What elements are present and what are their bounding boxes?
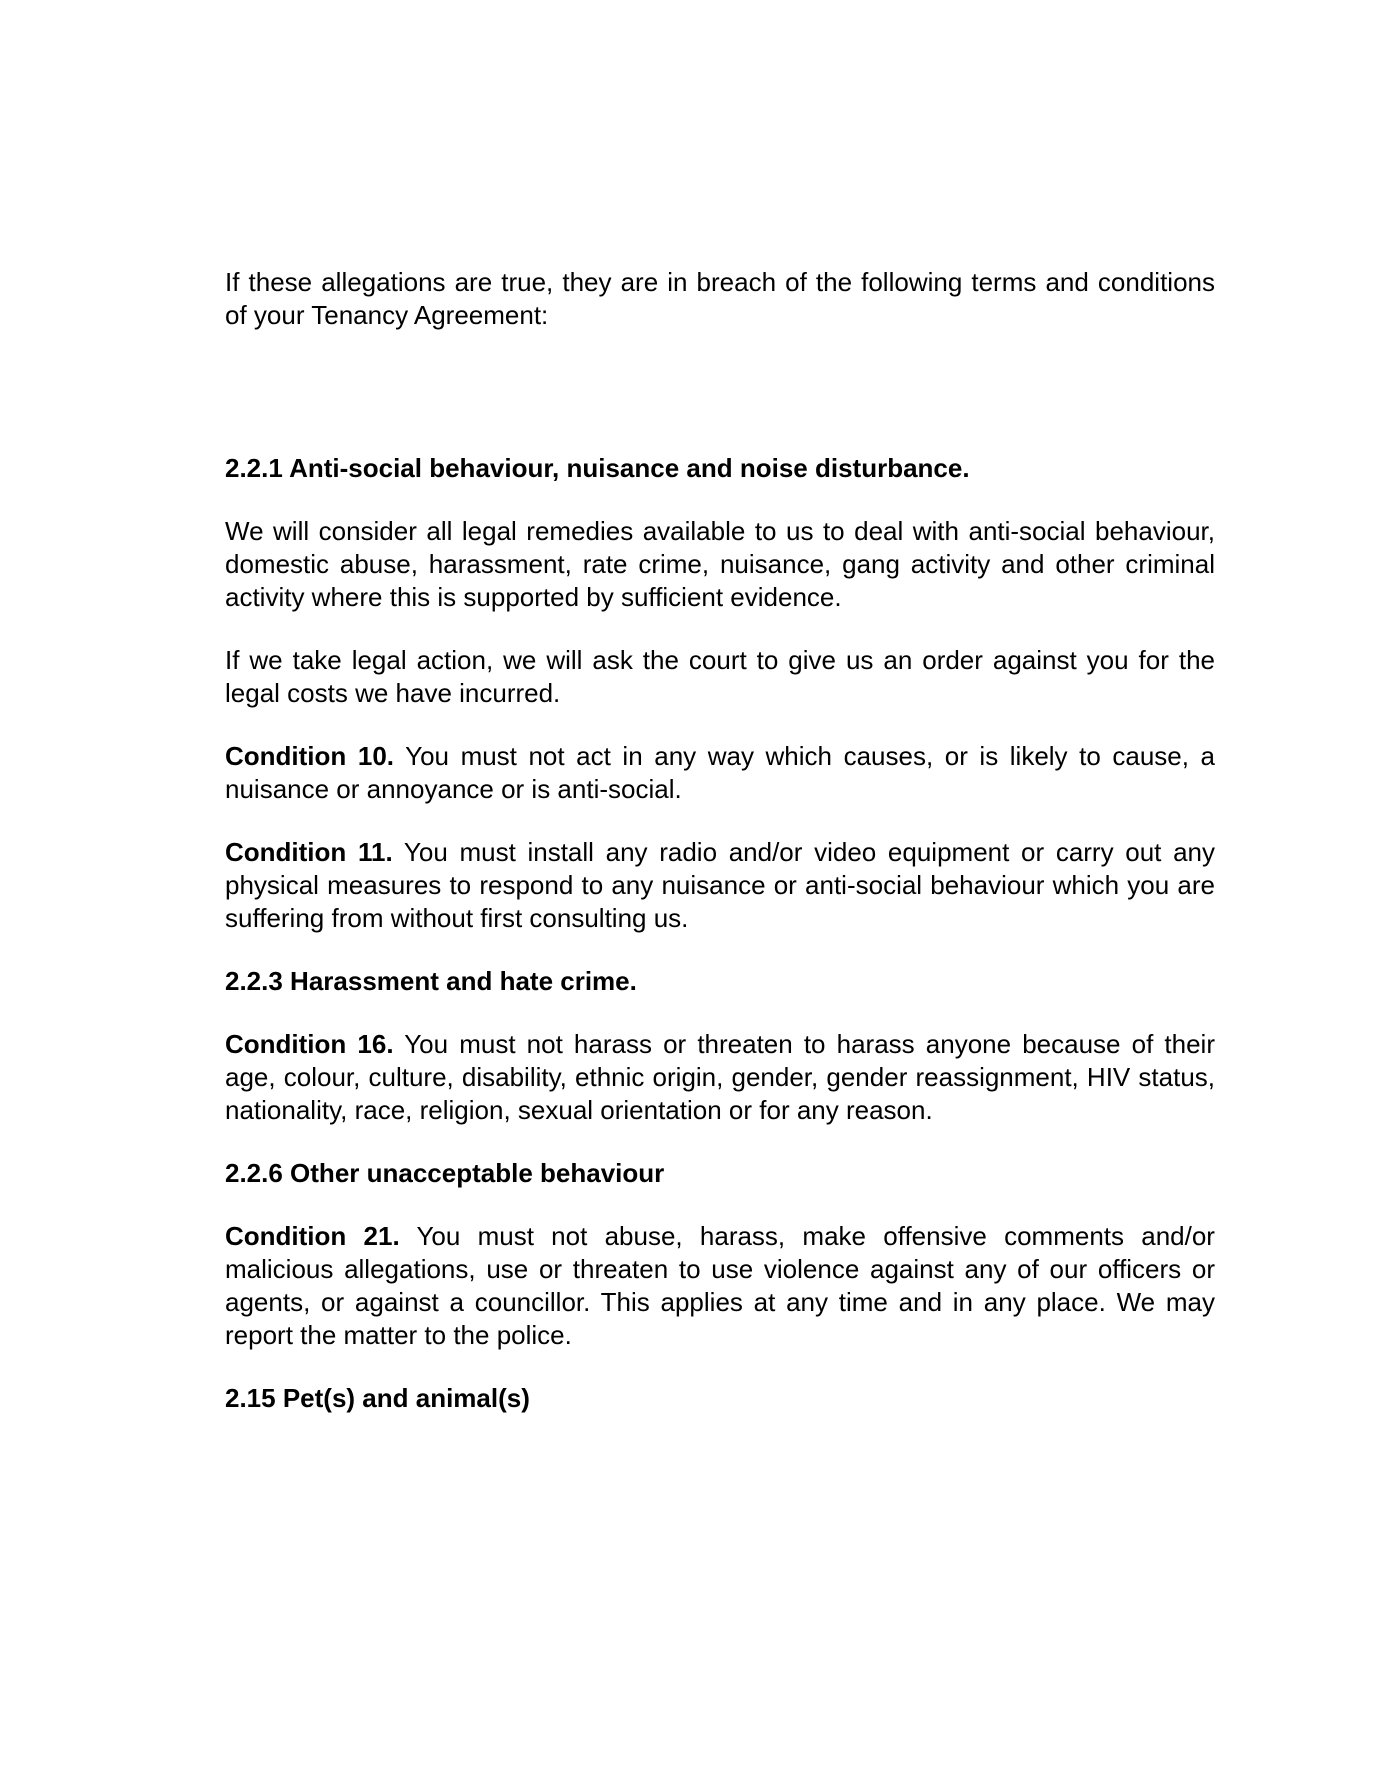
paragraph-legal-costs: If we take legal action, we will ask the court to give us an order against you for the legal costs we have incurred. xyxy=(225,645,1215,708)
intro-paragraph: If these allegations are true, they are in breach of the following terms and conditions of your Tenancy Agreement: xyxy=(225,267,1215,330)
condition-21-label: Condition 21. xyxy=(225,1221,400,1251)
condition-10-text: You must not act in any way which causes, or is likely to cause, a nuisance or annoyance or is anti-social. xyxy=(225,741,1215,804)
condition-10-label: Condition 10. xyxy=(225,741,395,771)
heading-harassment-hate-crime: 2.2.3 Harassment and hate crime. xyxy=(225,966,637,996)
condition-16-label: Condition 16. xyxy=(225,1029,394,1059)
heading-pets-and-animals: 2.15 Pet(s) and animal(s) xyxy=(225,1383,530,1413)
document-content xyxy=(225,266,1215,1445)
paragraph-condition-16 xyxy=(225,1028,1215,1127)
condition-11-label: Condition 11. xyxy=(225,837,393,867)
condition-11-text: You must install any radio and/or video equipment or carry out any physical measures to respond to any nuisance or anti-social behaviour which you are suffering from without first consulting us. xyxy=(225,837,1216,933)
heading-anti-social-behaviour: 2.2.1 Anti-social behaviour, nuisance and noise disturbance. xyxy=(225,453,970,483)
condition-21-text: You must not abuse, harass, make offensive comments and/or malicious allegations, use or threaten to use violence against any of our officers or agents, or against a councillor. This applies at any time and in any place. We may report the matter to the police. xyxy=(225,1221,1215,1350)
paragraph-condition-10 xyxy=(225,740,1215,806)
paragraph-condition-11 xyxy=(225,836,1215,935)
heading-other-unacceptable-behaviour: 2.2.6 Other unacceptable behaviour xyxy=(225,1158,665,1188)
paragraph-condition-21 xyxy=(225,1220,1215,1352)
condition-16-text: You must not harass or threaten to harass anyone because of their age, colour, culture, disability, ethnic origin, gender, gender reassignment, HIV status, nationality, race, religion, sexual orientation or for any reason. xyxy=(225,1029,1215,1125)
paragraph-legal-remedies: We will consider all legal remedies available to us to deal with anti-social behaviour, domestic abuse, harassment, rate crime, nuisance, gang activity and other criminal activity where this is supported by sufficient evidence. xyxy=(225,516,1215,612)
